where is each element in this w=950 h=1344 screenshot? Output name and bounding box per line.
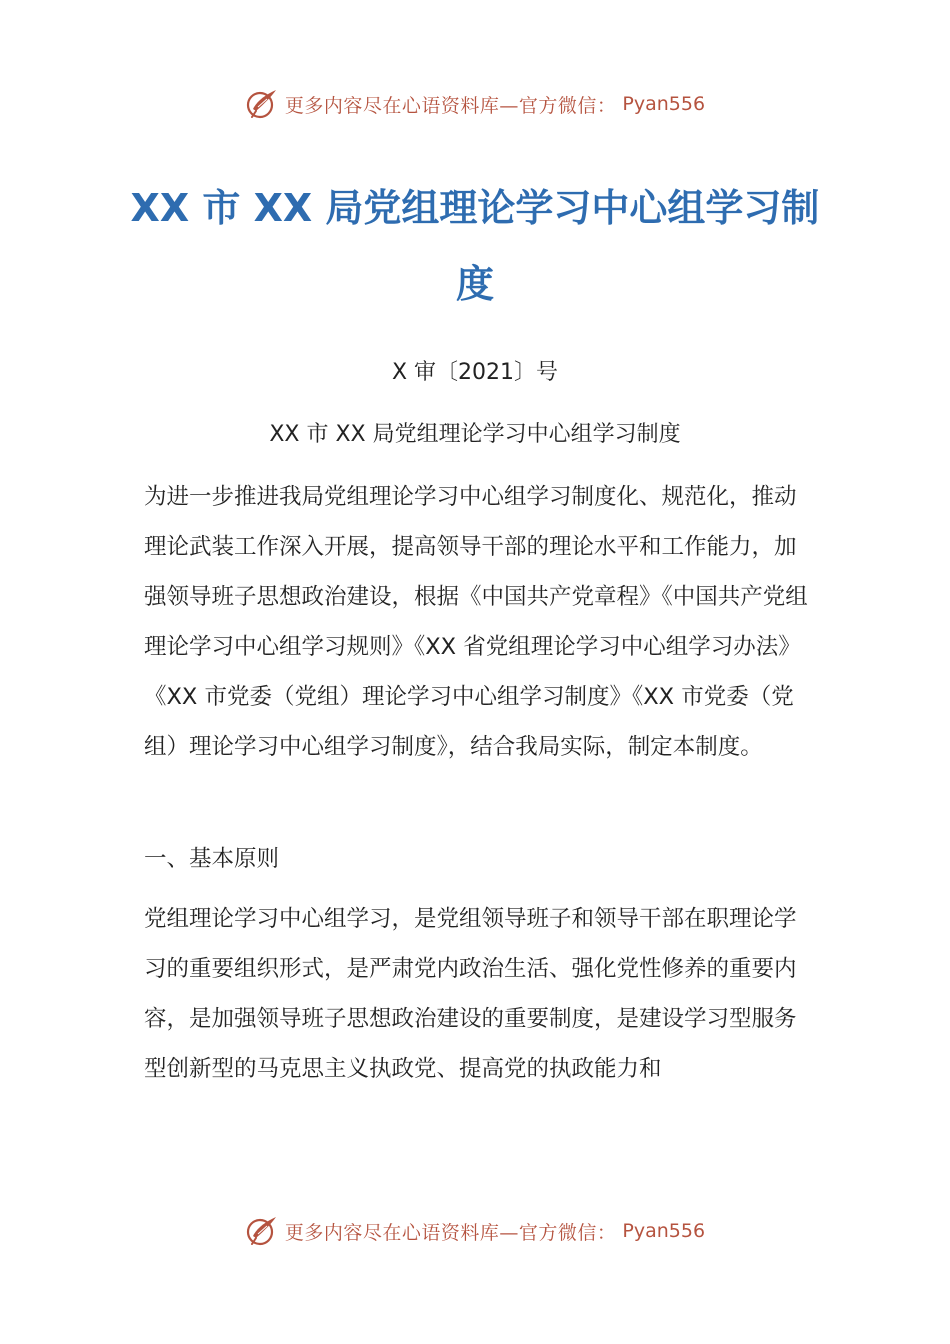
footer-watermark [0,1211,950,1251]
section-heading-basic-principles: 一、基本原则 [144,846,280,872]
watermark-handle: Pyan556 [622,1220,706,1242]
header-watermark [0,84,950,124]
quill-pen-logo-icon [245,87,279,121]
watermark-handle: Pyan556 [622,93,706,115]
document-title: XX 市 XX 局党组理论学习中心组学习制度 [130,186,820,306]
document-subtitle: XX 市 XX 局党组理论学习中心组学习制度 [269,422,681,447]
quill-pen-logo-icon [245,1214,279,1248]
section-1-paragraph: 党组理论学习中心组学习，是党组领导班子和领导干部在职理论学习的重要组织形式，是严肃党内政治生活、强化党性修养的重要内容，是加强领导班子思想政治建设的重要制度，是建设学习型服务型创新型的马克思主义执政党、提高党的执政能力和 [144,906,797,1082]
intro-paragraph: 为进一步推进我局党组理论学习中心组学习制度化、规范化，推动理论武装工作深入开展，提高领导干部的理论水平和工作能力，加强领导班子思想政治建设，根据《中国共产党章程》《中国共产党组理论学习中心组学习规则》《XX 省党组理论学习中心组学习办法》《XX 市党委（党组）理论学习中心组学习制度》《XX 市党委（党组）理论学习中心组学习制度》，结合我局实际，制定本制度。 [144,484,808,760]
watermark-text: 更多内容尽在心语资料库—官方微信： [284,1221,617,1244]
watermark-text: 更多内容尽在心语资料库—官方微信： [284,94,617,117]
document-number: X 审〔2021〕号 [391,360,559,385]
